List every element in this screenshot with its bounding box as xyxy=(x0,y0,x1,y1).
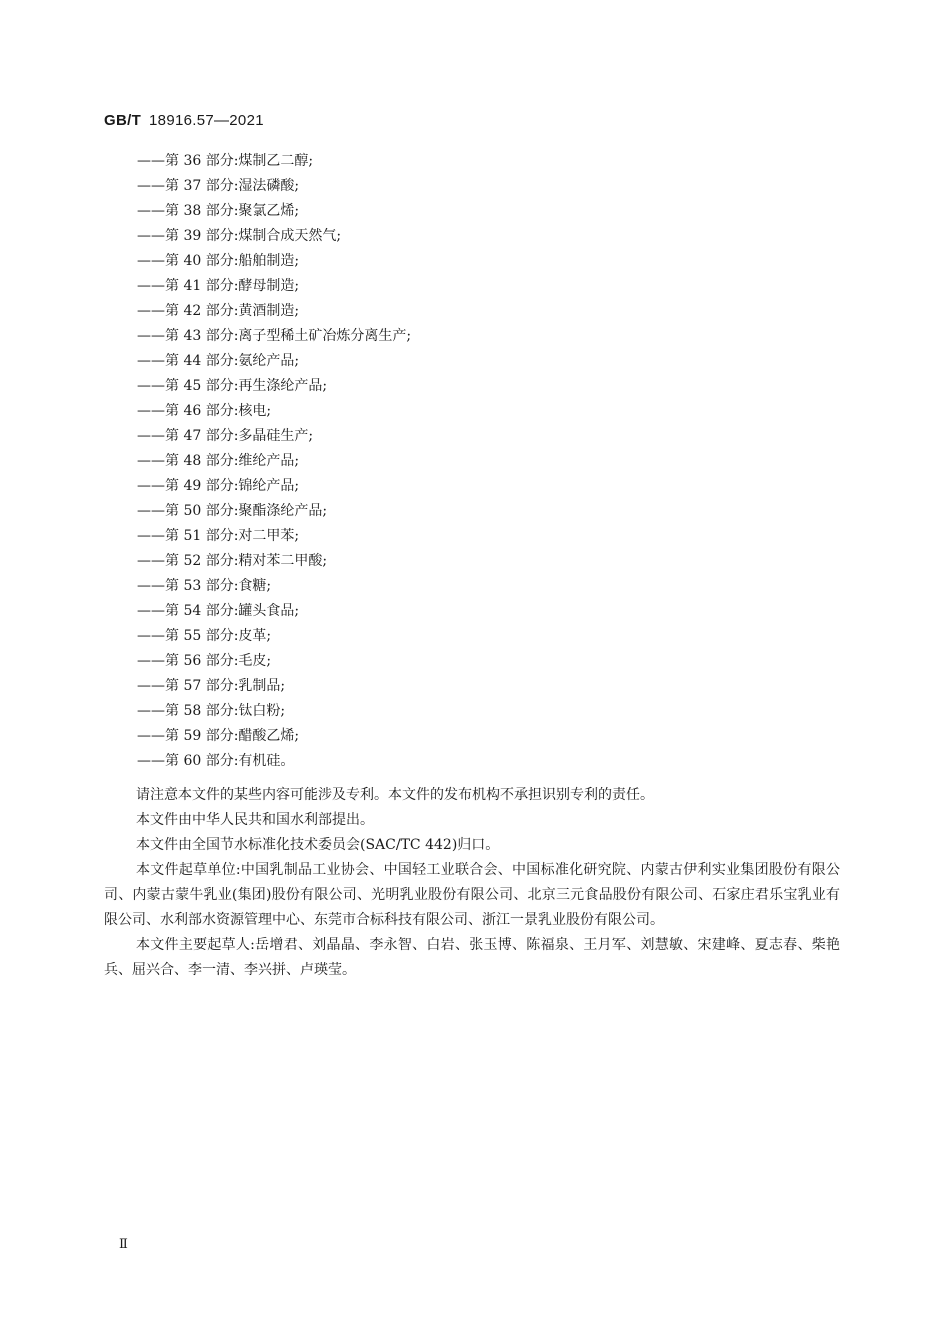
part-item: ——第 52 部分:精对苯二甲酸; xyxy=(137,553,328,569)
part-item: ——第 42 部分:黄酒制造; xyxy=(137,303,300,319)
part-item: ——第 40 部分:船舶制造; xyxy=(137,253,300,269)
part-item: ——第 55 部分:皮革; xyxy=(137,628,272,644)
parts-list xyxy=(137,149,411,774)
page-number: Ⅱ xyxy=(119,1236,128,1251)
part-item: ——第 48 部分:维纶产品; xyxy=(137,453,300,469)
standard-prefix: GB/T xyxy=(104,112,142,129)
part-item: ——第 47 部分:多晶硅生产; xyxy=(137,428,314,444)
drafting-units: 本文件起草单位:中国乳制品工业协会、中国轻工业联合会、中国标准化研究院、内蒙古伊利实业集团股份有限公司、内蒙古蒙牛乳业(集团)股份有限公司、光明乳业股份有限公司、北京三元食品股份有限公司、石家庄君乐宝乳业有限公司、水利部水资源管理中心、东莞市合标科技有限公司、浙江一景乳业股份有限公司。 xyxy=(104,862,840,928)
foreword-paragraphs xyxy=(104,783,840,983)
part-item: ——第 60 部分:有机硅。 xyxy=(137,753,295,769)
part-item: ——第 41 部分:酵母制造; xyxy=(137,278,300,294)
part-item: ——第 59 部分:醋酸乙烯; xyxy=(137,728,300,744)
part-item: ——第 57 部分:乳制品; xyxy=(137,678,286,694)
part-item: ——第 51 部分:对二甲苯; xyxy=(137,528,300,544)
part-item: ——第 58 部分:钛白粉; xyxy=(137,703,286,719)
part-item: ——第 38 部分:聚氯乙烯; xyxy=(137,203,300,219)
part-item: ——第 49 部分:锦纶产品; xyxy=(137,478,300,494)
standard-number: 18916.57—2021 xyxy=(149,112,264,129)
part-item: ——第 36 部分:煤制乙二醇; xyxy=(137,153,314,169)
part-item: ——第 44 部分:氨纶产品; xyxy=(137,353,300,369)
part-item: ——第 37 部分:湿法磷酸; xyxy=(137,178,300,194)
proposed-by: 本文件由中华人民共和国水利部提出。 xyxy=(136,812,374,828)
part-item: ——第 50 部分:聚酯涤纶产品; xyxy=(137,503,328,519)
patent-notice: 请注意本文件的某些内容可能涉及专利。本文件的发布机构不承担识别专利的责任。 xyxy=(136,787,654,803)
part-item: ——第 39 部分:煤制合成天然气; xyxy=(137,228,342,244)
part-item: ——第 53 部分:食糖; xyxy=(137,578,272,594)
part-item: ——第 46 部分:核电; xyxy=(137,403,272,419)
administered-by: 本文件由全国节水标准化技术委员会(SAC/TC 442)归口。 xyxy=(136,837,500,853)
standard-code xyxy=(104,112,264,129)
part-item: ——第 54 部分:罐头食品; xyxy=(137,603,300,619)
part-item: ——第 45 部分:再生涤纶产品; xyxy=(137,378,328,394)
part-item: ——第 56 部分:毛皮; xyxy=(137,653,272,669)
drafters: 本文件主要起草人:岳增君、刘晶晶、李永智、白岩、张玉博、陈福泉、王月军、刘慧敏、宋建峰、夏志春、柴艳兵、屈兴合、李一清、李兴拼、卢瑛莹。 xyxy=(104,937,840,978)
part-item: ——第 43 部分:离子型稀土矿冶炼分离生产; xyxy=(137,328,412,344)
